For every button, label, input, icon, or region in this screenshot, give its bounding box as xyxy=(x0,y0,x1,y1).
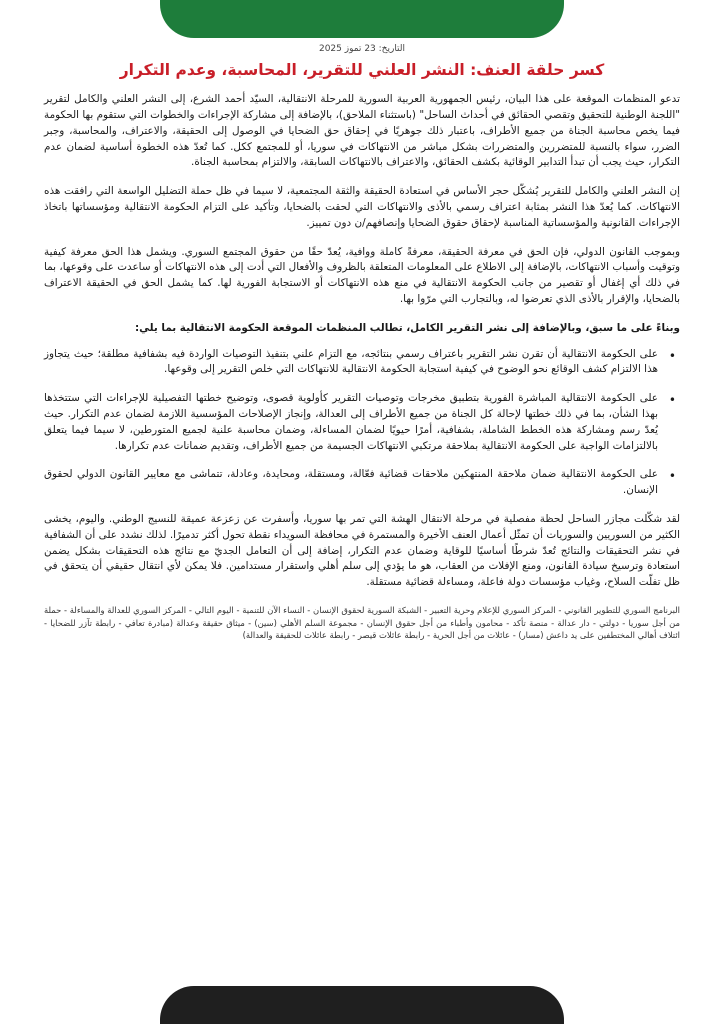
demand-item: • على الحكومة الانتقالية المباشرة الفورية بتطبيق مخرجات وتوصيات التقرير كأولوية قصوى، وتوضيح خطتها التفصيلية للإجراءات التي ستتخذها بهذا الشأن، بما في ذلك خطتها لإحالة كل الجناة من جميع الأطراف إلى العدالة، وإنجاز الإصلاحات المؤسسية اللازمة لضمان عدم التكرار. حيث يُعدّ رسم ومشاركة هذه الخطط الشاملة، بشفافية، أمرًا حيويًا لضمان المساءلة، وضمان محاسبة علنية لجميع المتورطين، لا سيما فيما يتعلق بالالتزامات الواجبة على الحكومة الانتقالية بملاحقة مرتكبي الانتهاكات الجسيمة من جميع الأطراف، وتقديم ضمانات عدم تكرارها. xyxy=(44,391,658,454)
paragraph-intro: تدعو المنظمات الموقعة على هذا البيان، رئيس الجمهورية العربية السورية للمرحلة الانتقالية، السيّد أحمد الشرع، إلى النشر العلني والكامل لتقرير "اللجنة الوطنية للتحقيق وتقصي الحقائق في أحداث الساحل" (باستثناء الملاحق)، بالإضافة إلى مشاركة الإجراءات والخطوات التي ستقوم بها الحكومة فيما يخص محاسبة الجناة من جميع الأطراف، باعتبار ذلك جوهريًا في إحقاق حق الضحايا في الوصول إلى الحقيقة، والاعتراف، والمحاسبة، وجبر الضرر، سواء بالنسبة للمتضررين والمتضررات بشكل مباشر من الانتهاكات في سوريا، أو للمجتمع ككل. كما تُعدّ هذه الخطوة أساسية لضمان عدم التكرار، حيث يجب أن تبدأ التدابير الوقائية بكشف الحقائق، والاعتراف بالانتهاكات السابقة، والالتزام بمحاسبة الجناة. xyxy=(44,93,680,169)
statement-document xyxy=(44,44,680,642)
top-green-band xyxy=(160,0,564,38)
demand-item: • على الحكومة الانتقالية ضمان ملاحقة المنتهكين ملاحقات قضائية فعّالة، ومستقلة، ومحايدة، وعادلة، تتماشى مع معايير القانون الدولي لحقوق الإنسان. xyxy=(44,467,658,499)
paragraph-closing: لقد شكّلت مجازر الساحل لحظة مفصلية في مرحلة الانتقال الهشة التي تمر بها سوريا، وأسفرت عن زعزعة عميقة للنسيج الوطني. واليوم، يخشى الكثير من السوريين والسوريات أن تمثّل أعمال العنف الأخيرة والمستمرة في محافظة السويداء نقطة تحول أكثر تدميرًا. لذلك نشدد على أن الشفافية في نشر التحقيقات والنتائج تُعدّ شرطًا أساسيًا للوقاية وضمان عدم التكرار، إضافة إلى أن التعامل الجديّ مع نتائج هذه التحقيقات بشكل يضمن استعادة وترسيخ سيادة القانون، ومنع الإفلات من العقاب، هو ما يؤدي إلى سلم أهلي واستقرار مستدامين. فلا يمكن لأي انتقال حقيقي أن يتحقق في ظل تفلّت السلاح، وغياب مؤسسات دولة فاعلة، ومساءلة قضائية مستقلة. xyxy=(44,513,680,589)
statement-title: كسر حلقة العنف: النشر العلني للتقرير، المحاسبة، وعدم التكرار xyxy=(119,61,605,79)
demand-item: • على الحكومة الانتقالية أن تقرن نشر التقرير باعتراف رسمي بنتائجه، مع التزام علني بتنفيذ التوصيات الواردة فيه بشفافية مطلقة؛ حيث يتجاوز هذا الالتزام كشف الوقائع نحو الوضوح في كيفية استجابة الحكومة الانتقالية للانتهاكات التي خلص التقرير إلى وقوعها. xyxy=(44,347,658,379)
demands-lead: وبناءً على ما سبق، وبالإضافة إلى نشر التقرير الكامل، تطالب المنظمات الموقعة الحكومة الانتقالية بما يلي: xyxy=(134,321,680,334)
bottom-dark-band xyxy=(160,986,564,1024)
paragraph-international-law: وبموجب القانون الدولي، فإن الحق في معرفة الحقيقة، معرفةً كاملة ووافية، يُعدّ حقًا من حقوق المجتمع السوري. ويشمل هذا الحق معرفة كيفية وتوقيت وأسباب الانتهاكات، بالإضافة إلى الاطلاع على المعلومات المتعلقة بالظروف والأفعال التي أدت إلى هذه الانتهاكات أو ساعدت على وقوعها، بما في ذلك أي إغفال أو تقصير من جانب الحكومة الانتقالية في منع هذه الانتهاكات أو الاستجابة الفورية لها. كما يشمل الحق في الحقيقة الاعتراف بالضحايا، والإقرار بالأذى الذي تعرضوا له، وبالتجارب التي مرّوا بها. xyxy=(44,245,680,306)
demands-list xyxy=(44,347,680,500)
signatories-list: البرنامج السوري للتطوير القانوني - المركز السوري للإعلام وحرية التعبير - الشبكة السورية لحقوق الإنسان - النساء الآن للتنمية - اليوم التالي - المركز السوري للعدالة والمساءلة - حملة من أجل سوريا - دولتي - دار عدالة - منصة تأكد - محامون وأطباء من أجل حقوق الإنسان - مجموعة السلم الأهلي (سين) - ميثاق حقيقة وعدالة (مبادرة تعافي - رابطة تآزر للضحايا - ائتلاف أهالي المختطفين على يد داعش (مسار) - عائلات من أجل الحرية - رابطة عائلات قيصر - رابطة عائلات للحقيقة والعدالة) xyxy=(44,605,680,641)
paragraph-publication: إن النشر العلني والكامل للتقرير يُشكّل حجر الأساس في استعادة الحقيقة والثقة المجتمعية، لا سيما في ظل حملة التضليل الواسعة التي رافقت هذه الانتهاكات. كما يُعدّ هذا النشر بمثابة اعتراف رسمي بالأذى والانتهاكات التي لحقت بالضحايا، وتأكيد على التزام الحكومة الانتقالية ومؤسساتها باتخاذ الإجراءات القانونية والمؤسساتية المناسبة لإحقاق حقوق الضحايا وإنصافهم/ن دون تمييز. xyxy=(44,185,680,229)
statement-date: التاريخ: 23 تموز 2025 xyxy=(318,44,406,54)
